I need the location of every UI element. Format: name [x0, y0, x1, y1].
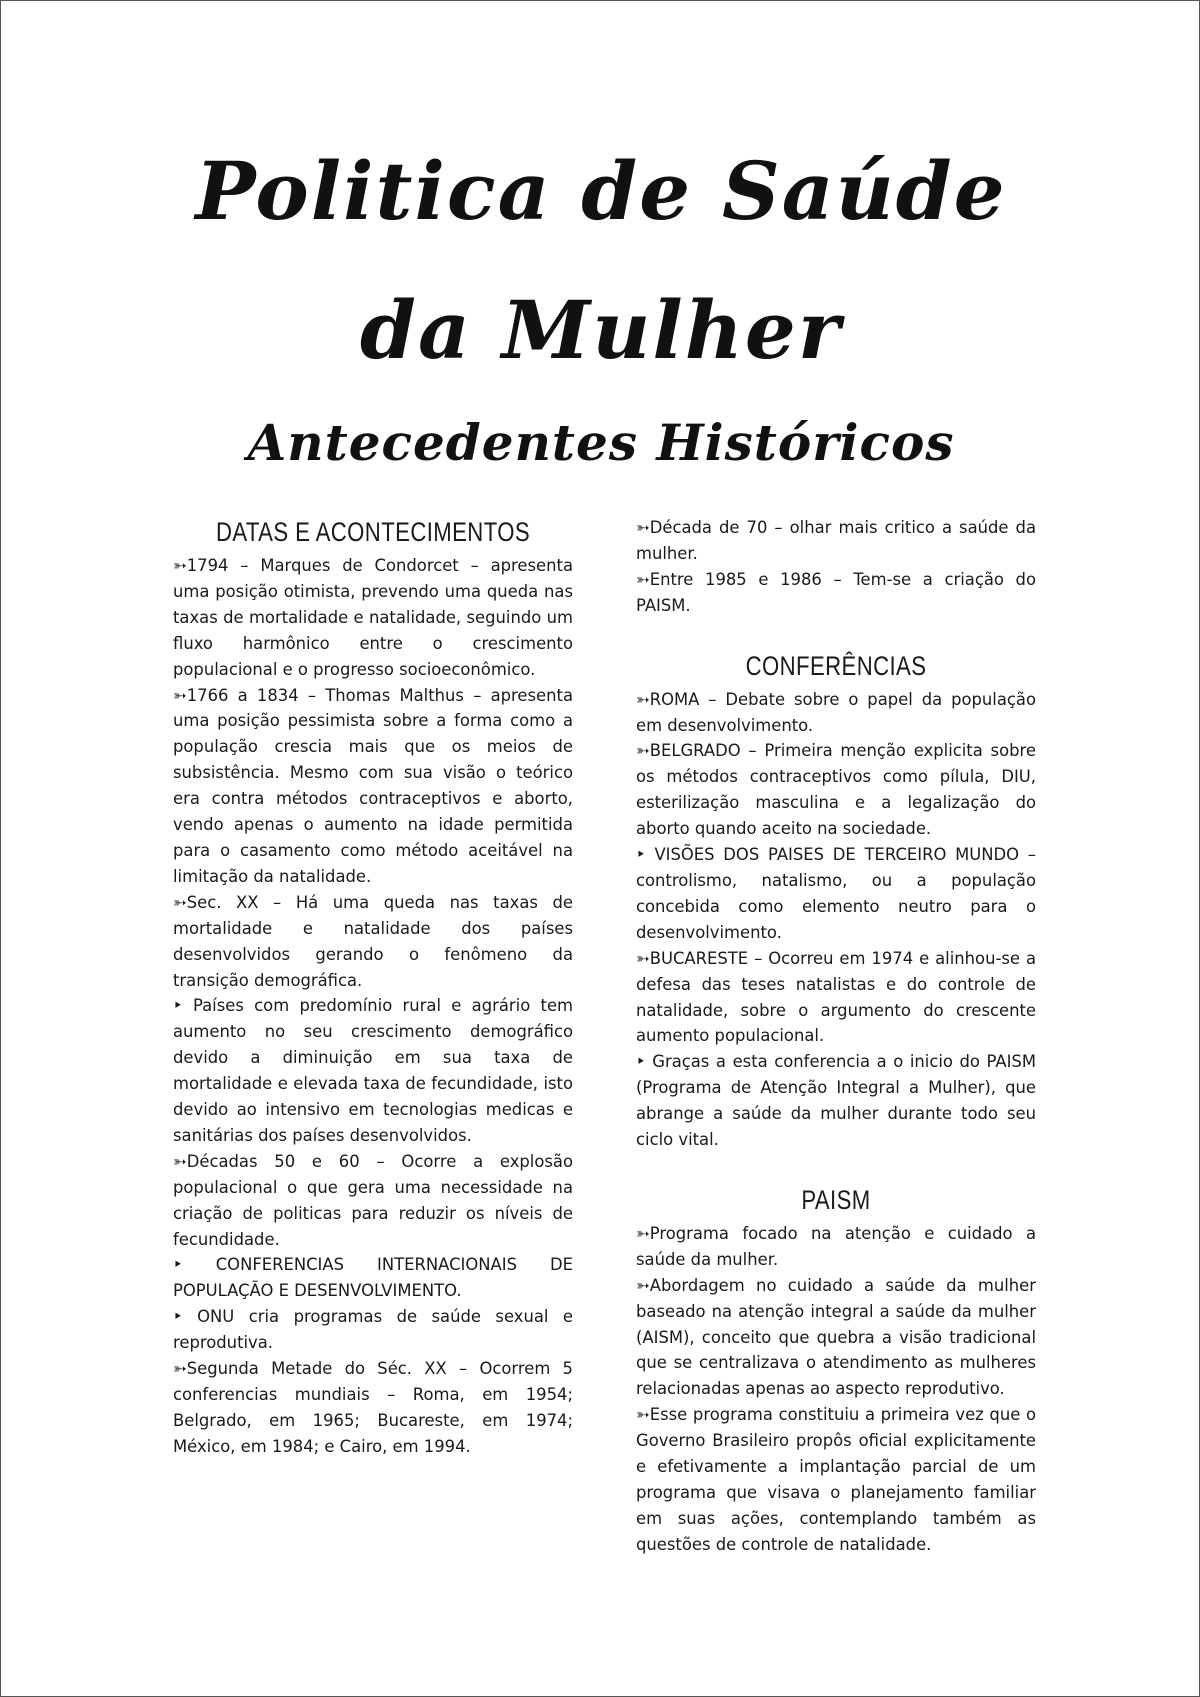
paragraph-text: Programa focado na atenção e cuidado a saúde da mulher. — [636, 1223, 1036, 1269]
bullet-arrow-icon: ➳ — [173, 556, 187, 575]
bullet-arrow-icon: ➳ — [636, 569, 650, 589]
paragraph — [636, 567, 1036, 619]
paragraph-text: Países com predomínio rural e agrário tem aumento no seu crescimento demográfico devido a diminuição em sua taxa de mortalidade e elevada taxa de fecundidade, isto devido ao intensivo em tecnologias medicas e sanitárias dos países desenvolvidos. — [173, 996, 573, 1145]
page-title-line-2: da Mulher — [360, 283, 842, 377]
paragraph — [173, 993, 573, 1148]
paragraph — [173, 1304, 573, 1356]
paragraph — [636, 1402, 1036, 1557]
bullet-triangle-icon: ‣ — [173, 1307, 183, 1327]
right-column — [636, 515, 1036, 1558]
section-heading-conferencias: CONFERÊNCIAS — [745, 650, 927, 681]
paragraph — [636, 687, 1036, 739]
bullet-triangle-icon: ‣ — [173, 996, 183, 1016]
bullet-triangle-icon: ‣ — [636, 1052, 646, 1072]
page-subtitle: Antecedentes Históricos — [247, 413, 955, 472]
bullet-arrow-icon: ➳ — [173, 685, 187, 705]
bullet-arrow-icon: ➳ — [636, 1405, 650, 1425]
paragraph-text: BUCARESTE – Ocorreu em 1974 e alinhou-se a defesa das teses natalistas e do controle de natalidade, sobre o argumento do crescente aumento populacional. — [636, 948, 1036, 1046]
bullet-arrow-icon: ➳ — [636, 1275, 650, 1295]
paragraph — [173, 1252, 573, 1304]
section-heading-datas: DATAS E ACONTECIMENTOS — [215, 517, 531, 547]
paragraph-text: 1794 – Marques de Condorcet – apresenta uma posição otimista, prevendo uma queda nas taxas de mortalidade e natalidade, seguindo um fluxo harmônico entre o crescimento populacional e o progresso socioeconômico. — [173, 556, 573, 679]
bullet-arrow-icon: ➳ — [173, 892, 187, 912]
bullet-triangle-icon: ‣ — [173, 1255, 183, 1275]
paragraph-text: Décadas 50 e 60 – Ocorre a explosão populacional o que gera uma necessidade na criação de politicas para reduzir os níveis de fecundidade. — [173, 1151, 573, 1249]
paragraph-text: Entre 1985 e 1986 – Tem-se a criação do PAISM. — [636, 569, 1036, 615]
page-title-line-1: Politica de Saúde — [195, 144, 1007, 238]
paragraph-text: 1766 a 1834 – Thomas Malthus – apresenta uma posição pessimista sobre a forma como a população crescia mais que os meios de subsistência. Mesmo com sua visão o teórico era contra métodos contraceptivos e aborto, vendo apenas o aumento na idade permitida para o casamento como método aceitável na limitação da natalidade. — [173, 685, 573, 886]
paragraph — [636, 842, 1036, 946]
paragraph — [636, 1273, 1036, 1403]
paragraph — [636, 1049, 1036, 1153]
bullet-arrow-icon: ➳ — [173, 1151, 187, 1171]
left-column — [173, 515, 573, 1460]
paragraph-text: Década de 70 – olhar mais critico a saúde da mulher. — [636, 518, 1036, 563]
paragraph — [173, 553, 573, 683]
paragraph — [636, 738, 1036, 842]
bullet-arrow-icon: ➳ — [636, 948, 650, 968]
bullet-arrow-icon: ➳ — [636, 741, 650, 761]
paragraph — [173, 890, 573, 994]
paragraph-text: Abordagem no cuidado a saúde da mulher baseado na atenção integral a saúde da mulher (AISM), conceito que quebra a visão tradicional que se centralizava o atendimento as mulheres relacionadas apenas ao aspecto reprodutivo. — [636, 1275, 1036, 1399]
bullet-triangle-icon: ‣ — [636, 845, 646, 865]
paragraph-text: BELGRADO – Primeira menção explicita sobre os métodos contraceptivos como pílula, DIU, esterilização masculina e a legalização do aborto quando aceito na sociedade. — [636, 741, 1036, 839]
paragraph-text: Segunda Metade do Séc. XX – Ocorrem 5 conferencias mundiais – Roma, em 1954; Belgrado, em 1965; Bucareste, em 1974; México, em 1984; e Cairo, em 1994. — [173, 1359, 573, 1456]
paragraph-text: VISÕES DOS PAISES DE TERCEIRO MUNDO – controlismo, natalismo, ou a população concebida como elemento neutro para o desenvolvimento. — [636, 845, 1036, 942]
section-heading-paism: PAISM — [801, 1184, 871, 1215]
paragraph-text: ROMA – Debate sobre o papel da população em desenvolvimento. — [636, 689, 1036, 735]
paragraph-text: Esse programa constituiu a primeira vez que o Governo Brasileiro propôs oficial explicitamente e efetivamente a implantação parcial de um programa que visava o planejamento familiar em suas ações, contemplando também as questões de controle de natalidade. — [636, 1405, 1036, 1554]
paragraph-text: CONFERENCIAS INTERNACIONAIS DE POPULAÇÃO E DESENVOLVIMENTO. — [173, 1255, 573, 1301]
paragraph — [173, 683, 573, 890]
paragraph-text: ONU cria programas de saúde sexual e reprodutiva. — [173, 1307, 573, 1353]
paragraph — [636, 515, 1036, 567]
paragraph — [173, 1149, 573, 1253]
paragraph-text: Graças a esta conferencia a o inicio do PAISM (Programa de Atenção Integral a Mulher), que abrange a saúde da mulher durante todo seu ciclo vital. — [636, 1052, 1036, 1150]
paragraph-text: Sec. XX – Há uma queda nas taxas de mortalidade e natalidade dos países desenvolvidos gerando o fenômeno da transição demográfica. — [173, 892, 573, 990]
bullet-arrow-icon: ➳ — [636, 1223, 650, 1243]
bullet-arrow-icon: ➳ — [173, 1359, 187, 1379]
paragraph — [636, 946, 1036, 1050]
paragraph — [636, 1221, 1036, 1273]
paragraph — [173, 1356, 573, 1460]
bullet-arrow-icon: ➳ — [636, 518, 650, 537]
bullet-arrow-icon: ➳ — [636, 689, 650, 709]
